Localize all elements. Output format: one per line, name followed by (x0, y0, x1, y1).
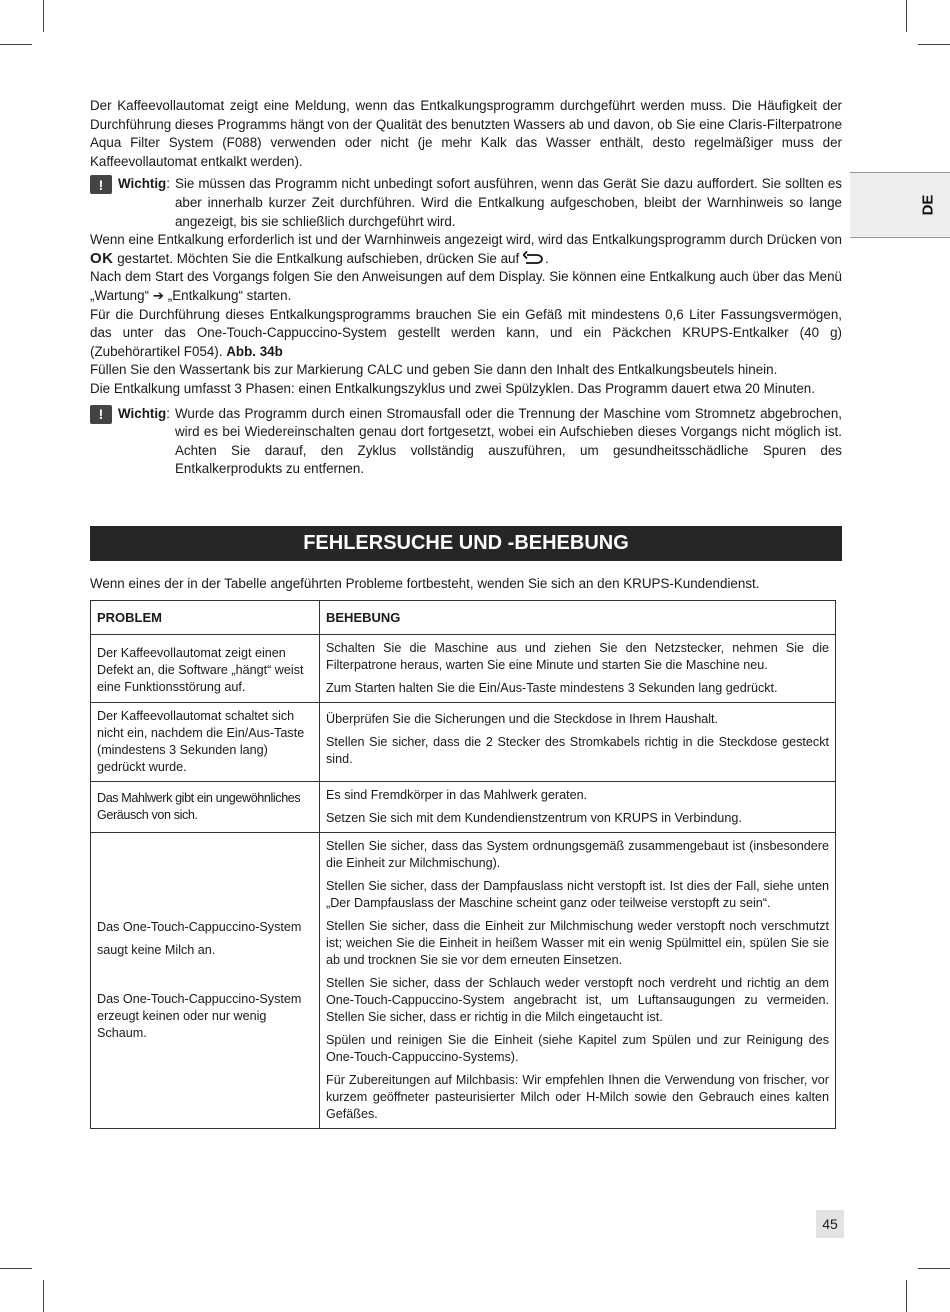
warning-label: Wichtig (118, 405, 167, 421)
crop-mark (906, 0, 907, 32)
column-header: PROBLEM (91, 601, 320, 635)
page-number: 45 (816, 1210, 844, 1238)
crop-mark (918, 44, 950, 45)
warning-text: Sie müssen das Programm nicht unbedingt sofort ausführen, wenn das Gerät Sie dazu auffordert. Sie sollten es aber innerhalb kurzer Zeit durchführen. Wird die Entkalkung aufgeschoben, bleibt der Warnhinweis so lange angezeigt, bis sie schließlich durchgeführt wird. (174, 176, 842, 229)
problem-cell: Der Kaffeevollautomat schaltet sich nicht ein, nachdem die Ein/Aus-Taste (mindestens 3 Sekunden lang) gedrückt wurde. (91, 703, 320, 782)
paragraph: Nach dem Start des Vorgangs folgen Sie den Anweisungen auf dem Display. Sie können eine Entkalkung auch über das Menü „Wartung“ ➔ „Entkalkung“ starten. (90, 269, 842, 303)
table-header-row (91, 601, 836, 635)
paragraph: Für die Durchführung dieses Entkalkungsprogramms brauchen Sie ein Gefäß mit mindestens 0,6 Liter Fassungsvermögen, das unter das One-Touch-Cappuccino-System gestellt werden kann, und ein Päckchen KRUPS-Entkalker (40 g) (Zubehörartikel F054). Abb. 34b (90, 306, 842, 359)
section-title: FEHLERSUCHE UND -BEHEBUNG (90, 526, 842, 561)
warning-note: ! Wichtig : Wurde das Programm durch einen Stromausfall oder die Trennung der Maschine vom Stromnetz abgebrochen, wird es bei Wiedereinschalten genau dort fortgesetzt, wobei ein Aufschieben dieses Vorgangs nicht möglich ist. Achten Sie darauf, den Zyklus vollständig auszuführen, um gesundheitsschädliche Spuren des Entkalkerprodukts zu entfernen. (90, 405, 842, 479)
crop-mark (0, 1268, 32, 1269)
descaling-text (90, 97, 842, 479)
problem-cell: Das Mahlwerk gibt ein ungewöhnliches Geräusch von sich. (91, 782, 320, 833)
exclamation-icon: ! (90, 175, 112, 194)
table-intro: Wenn eines der in der Tabelle angeführten Probleme fortbesteht, wenden Sie sich an den KRUPS-Kundendienst. (90, 576, 760, 591)
warning-text: Wurde das Programm durch einen Stromausfall oder die Trennung der Maschine vom Stromnetz abgebrochen, wird es bei Wiedereinschalten genau dort fortgesetzt, wobei ein Aufschieben dieses Vorgangs nicht möglich ist. Achten Sie darauf, den Zyklus vollständig auszuführen, um gesundheitsschädliche Spuren des Entkalkerprodukts zu entfernen. (174, 405, 842, 477)
warning-label: Wichtig (118, 176, 167, 192)
table-row (91, 635, 836, 703)
table-row (91, 782, 836, 833)
paragraph: Füllen Sie den Wassertank bis zur Markierung CALC und geben Sie dann den Inhalt des Entkalkungsbeutels hinein. (90, 362, 778, 378)
ok-button-symbol: OK (90, 249, 114, 267)
exclamation-icon: ! (90, 405, 112, 424)
paragraph: Die Entkalkung umfasst 3 Phasen: einen Entkalkungszyklus und zwei Spülzyklen. Das Programm dauert etwa 20 Minuten. (90, 380, 815, 396)
solution-cell: Schalten Sie die Maschine aus und ziehen Sie den Netzstecker, nehmen Sie die Filterpatrone heraus, warten Sie eine Minute und starten Sie die Maschine neu. Zum Starten halten Sie die Ein/Aus-Taste mindestens 3 Sekunden lang gedrückt. (320, 635, 836, 703)
crop-mark (0, 44, 32, 45)
crop-mark (918, 1268, 950, 1269)
column-header: BEHEBUNG (320, 601, 836, 635)
crop-mark (43, 0, 44, 32)
solution-cell: Stellen Sie sicher, dass das System ordnungsgemäß zusammengebaut ist (insbesondere die Einheit zur Milchmischung). Stellen Sie sicher, dass der Dampfauslass nicht verstopft ist. Ist dies der Fall, siehe unten „Der Dampfauslass der Maschine scheint ganz oder teilweise verstopft zu sein“. Stellen Sie sicher, dass die Einheit zur Milchmischung weder verstopft noch verschmutzt ist; weichen Sie die Einheit in heißem Wasser mit ein wenig Spülmittel ein, spülen Sie sie ab und trocknen Sie sie vor dem erneuten Einsetzen. Stellen Sie sicher, dass der Schlauch weder verstopft noch verdreht und richtig an dem One-Touch-Cappuccino-System angebracht ist, um Luftansaugungen zu vermeiden. Stellen Sie sicher, dass er richtig in die Milch eingetaucht ist. Spülen und reinigen Sie die Einheit (siehe Kapitel zum Spülen und zur Reinigung des One-Touch-Cappuccino-Systems). Für Zubereitungen auf Milchbasis: Wir empfehlen Ihnen die Verwendung von frischer, vor kurzem geöffneter pasteurisierter Milch oder H-Milch sowie den Gebrauch eines kalten Gefäßes. (320, 833, 836, 1129)
arrow-right-icon: ➔ (152, 287, 164, 303)
table-row (91, 703, 836, 782)
troubleshooting-table (90, 600, 836, 1129)
paragraph: Der Kaffeevollautomat zeigt eine Meldung, wenn das Entkalkungsprogramm durchgeführt werden muss. Die Häufigkeit der Durchführung dieses Programms hängt von der Qualität des benutzten Wassers ab und davon, ob Sie eine Claris-Filterpatrone Aqua Filter System (F088) verwenden oder nicht (je mehr Kalk das Wasser enthält, desto regelmäßiger muss der Kaffeevollautomat entkalkt werden). (90, 98, 843, 169)
warning-note: ! Wichtig : Sie müssen das Programm nicht unbedingt sofort ausführen, wenn das Gerät Sie dazu auffordert. Sie sollten es aber innerhalb kurzer Zeit durchführen. Wird die Entkalkung aufgeschoben, bleibt der Warnhinweis so lange angezeigt, bis sie schließlich durchgeführt wird. (90, 175, 842, 231)
problem-cell: Der Kaffeevollautomat zeigt einen Defekt an, die Software „hängt“ weist eine Funktionsstörung auf. (91, 635, 320, 703)
crop-mark (43, 1280, 44, 1312)
figure-reference: Abb. 34b (226, 343, 283, 359)
crop-mark (906, 1280, 907, 1312)
language-tab (850, 172, 950, 238)
solution-cell: Überprüfen Sie die Sicherungen und die Steckdose in Ihrem Haushalt. Stellen Sie sicher, dass die 2 Stecker des Stromkabels richtig in die Steckdose gesteckt sind. (320, 703, 836, 782)
problem-cell: Das One-Touch-Cappuccino-System saugt keine Milch an. Das One-Touch-Cappuccino-System erzeugt keinen oder nur wenig Schaum. (91, 833, 320, 1129)
back-arrow-icon (523, 251, 545, 265)
solution-cell: Es sind Fremdkörper in das Mahlwerk geraten. Setzen Sie sich mit dem Kundendienstzentrum von KRUPS in Verbindung. (320, 782, 836, 833)
paragraph: Wenn eine Entkalkung erforderlich ist und der Warnhinweis angezeigt wird, wird das Entkalkungsprogramm durch Drücken von OK gestartet. Möchten Sie die Entkalkung aufschieben, drücken Sie auf . (90, 232, 842, 267)
table-row (91, 833, 836, 1129)
language-tab-label: DE (919, 194, 937, 216)
